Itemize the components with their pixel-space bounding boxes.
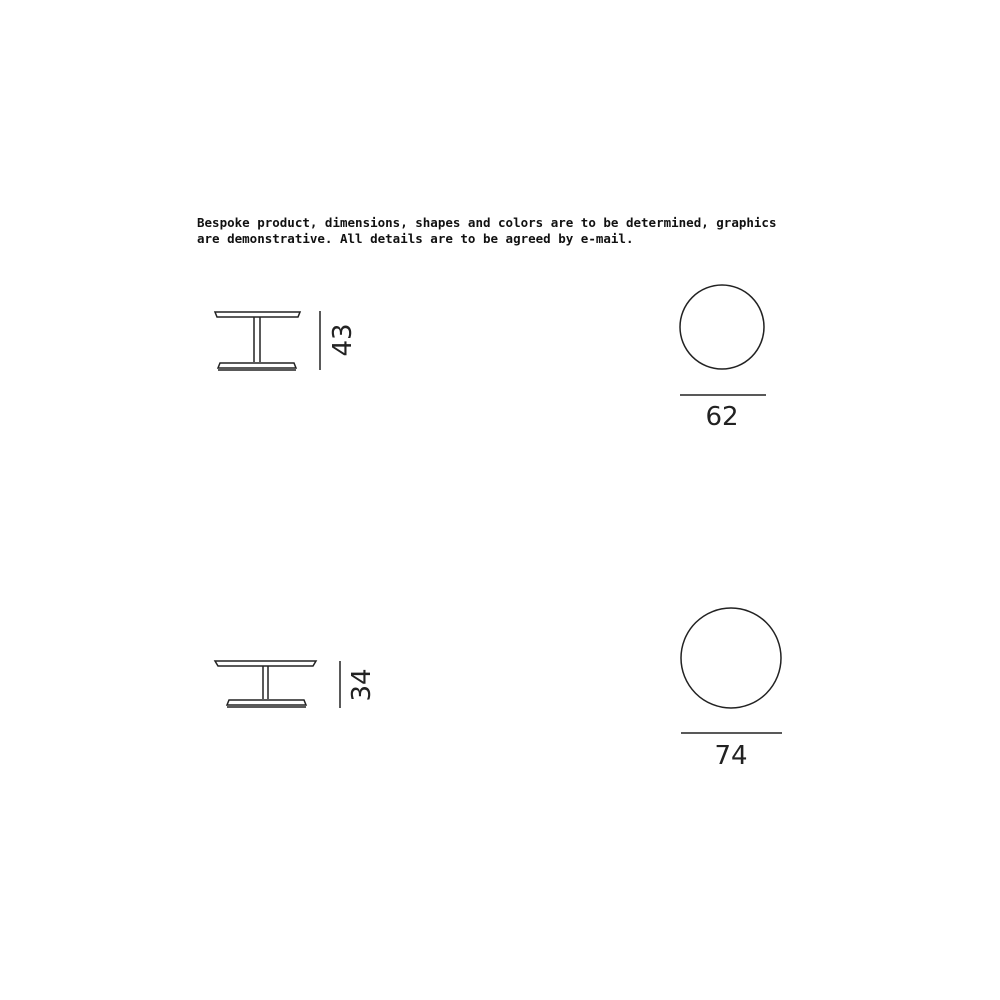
table-2-top bbox=[215, 661, 316, 666]
table-1-base bbox=[218, 363, 296, 368]
table-2-side-view bbox=[215, 661, 316, 707]
table-1-top bbox=[215, 312, 300, 317]
table-1-top-view bbox=[680, 285, 764, 369]
table-1-diameter-label: 62 bbox=[705, 402, 739, 432]
table-1-side-view bbox=[215, 312, 300, 370]
disclaimer-line-2: are demonstrative. All details are to be agreed by e-mail. bbox=[197, 231, 634, 246]
table-1-height-label: 43 bbox=[328, 323, 358, 357]
disclaimer-line-1: Bespoke product, dimensions, shapes and colors are to be determined, graphics bbox=[197, 215, 777, 230]
table-2-diameter-label: 74 bbox=[714, 741, 748, 771]
table-2-base bbox=[227, 700, 306, 705]
table-2-top-view bbox=[681, 608, 781, 708]
table-2-height-label: 34 bbox=[347, 668, 377, 702]
